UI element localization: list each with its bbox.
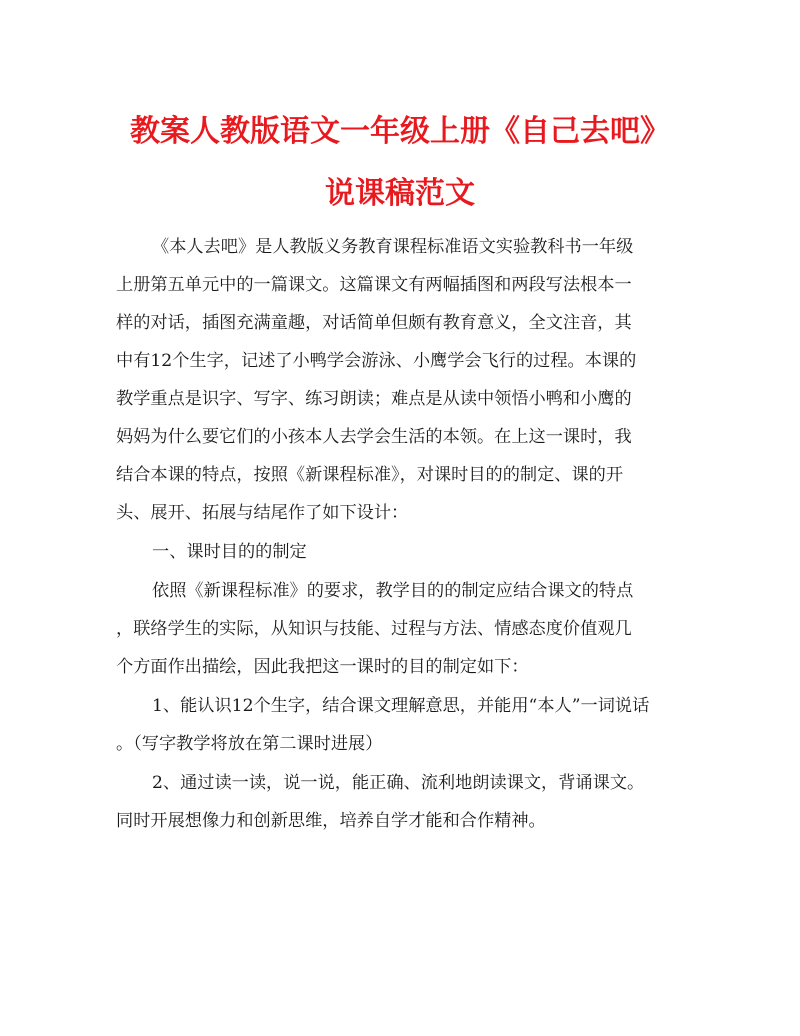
body-line: ，联络学生的实际，从知识与技能、过程与方法、情感态度价值观几 (116, 619, 632, 639)
body-line: 样的对话，插图充满童趣，对话简单但颇有教育意义，全文注音，其 (116, 313, 632, 333)
body-line: 头、展开、拓展与结尾作了如下设计： (116, 503, 409, 523)
body-line: 教学重点是识字、写字、练习朗读；难点是从读中领悟小鸭和小鹰的 (116, 389, 632, 409)
body-line: 个方面作出描绘，因此我把这一课时的目的制定如下： (116, 657, 529, 677)
body-line: 妈妈为什么要它们的小孩本人去学会生活的本领。在上这一课时，我 (116, 427, 632, 447)
body-line: 同时开展想像力和创新思维，培养自学才能和合作精神。 (116, 811, 546, 831)
body-line: 依照《新课程标准》的要求，教学目的的制定应结合课文的特点 (152, 581, 634, 601)
body-line: 上册第五单元中的一篇课文。这篇课文有两幅插图和两段写法根本一 (116, 275, 632, 295)
body-line: 《本人去吧》是人教版义务教育课程标准语文实验教科书一年级 (152, 237, 634, 257)
section-heading: 一、课时目的的制定 (152, 542, 307, 562)
body-line: 。（写字教学将放在第二课时进展） (116, 734, 383, 754)
body-line: 中有12个生字，记述了小鸭学会游泳、小鹰学会飞行的过程。本课的 (116, 351, 637, 371)
document-title-line-1: 教案人教版语文一年级上册《自己去吧》 (130, 114, 670, 149)
body-line: 2、通过读一读，说一说，能正确、流利地朗读课文，背诵课文。 (152, 773, 645, 793)
body-line: 结合本课的特点，按照《新课程标准》，对课时目的的制定、课的开 (116, 465, 624, 485)
body-line: 1、能认识12个生字，结合课文理解意思，并能用“本人”一词说话 (152, 696, 650, 716)
document-title-line-2: 说课稿范文 (325, 176, 475, 211)
